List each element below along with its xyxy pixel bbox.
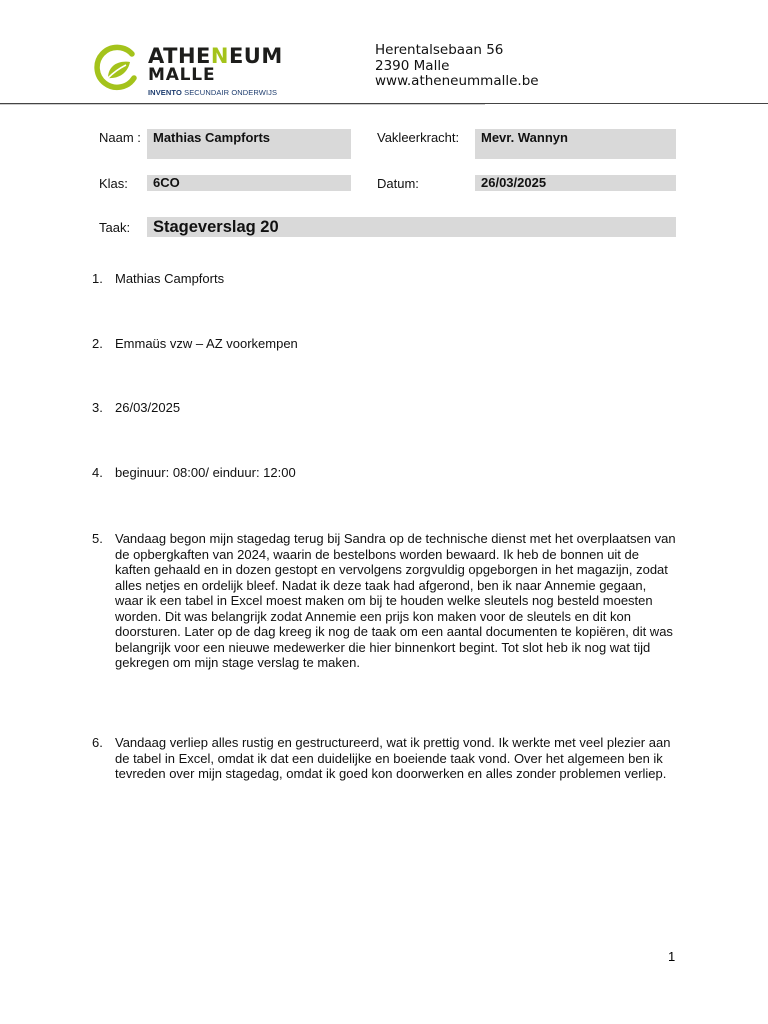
vakleerkracht-field: Mevr. Wannyn <box>475 129 676 159</box>
klas-label: Klas: <box>99 176 128 191</box>
datum-field: 26/03/2025 <box>475 175 676 191</box>
school-logo <box>92 44 292 100</box>
taak-field: Stageverslag 20 <box>147 217 676 237</box>
list-text: Emmaüs vzw – AZ voorkempen <box>115 336 298 351</box>
list-number: 2. <box>92 336 103 351</box>
list-number: 5. <box>92 531 103 546</box>
list-text: Mathias Campforts <box>115 271 225 286</box>
list-number: 3. <box>92 400 103 415</box>
list-number: 6. <box>92 735 103 750</box>
leaf-logo-icon <box>92 44 140 92</box>
header-divider-shadow <box>0 104 485 105</box>
list-text: 26/03/2025 <box>115 400 181 415</box>
logo-tagline: INVENTO SECUNDAIR ONDERWIJS <box>148 88 278 97</box>
list-number: 4. <box>92 465 103 480</box>
naam-label: Naam : <box>99 130 141 145</box>
school-address <box>375 43 539 90</box>
address-street: Herentalsebaan 56 <box>375 42 504 58</box>
list-text: beginuur: 08:00/ einduur: 12:00 <box>115 465 296 480</box>
logo-wordmark-line2: MALLE <box>148 65 216 85</box>
klas-field: 6CO <box>147 175 351 191</box>
naam-field: Mathias Campforts <box>147 129 351 159</box>
datum-label: Datum: <box>377 176 419 191</box>
list-text: Vandaag verliep alles rustig en gestructureerd, wat ik prettig vond. Ik werkte met veel plezier aan de tabel in Excel, omdat ik dat een duidelijke en boeiende taak vond. Over het algemeen ben ik tevreden over mijn stagedag, omdat ik goed kon doorwerken en alles zonder problemen verliep. <box>115 735 671 781</box>
vakleerkracht-label: Vakleerkracht: <box>377 130 460 145</box>
logo-wordmark-line1: ATHENEUM <box>148 44 283 68</box>
taak-label: Taak: <box>99 220 131 235</box>
address-website: www.atheneummalle.be <box>375 73 539 89</box>
address-city: 2390 Malle <box>375 57 450 74</box>
list-number: 1. <box>92 271 103 286</box>
list-text: Vandaag begon mijn stagedag terug bij Sandra op de technische dienst met het overplaatsen van de opbergkaften van 2024, waarin de bestelbons worden bewaard. Ik heb de bonnen uit de kaften gehaald en in dozen gestopt en vervolgens zorgvuldig opgeborgen in het magazijn, zodat alles netjes en ordelijk bleef. Nadat ik deze taak had afgerond, ben ik naar Annemie gegaan, waar ik een tabel in Excel moest maken om bij te houden welke sleutels nog besteld moesten worden. Dit was belangrijk zodat Annemie een prijs kon maken voor de sleutels en dit kon doorsturen. Later op de dag kreeg ik nog de taak om een aantal documenten te kopiëren, dit was belangrijk voor een nieuwe medewerker die hier binnenkort begint. Tot slot heb ik nog wat tijd gekregen om mijn stage verslag te maken. <box>115 531 676 670</box>
page-number: 1 <box>668 949 676 964</box>
